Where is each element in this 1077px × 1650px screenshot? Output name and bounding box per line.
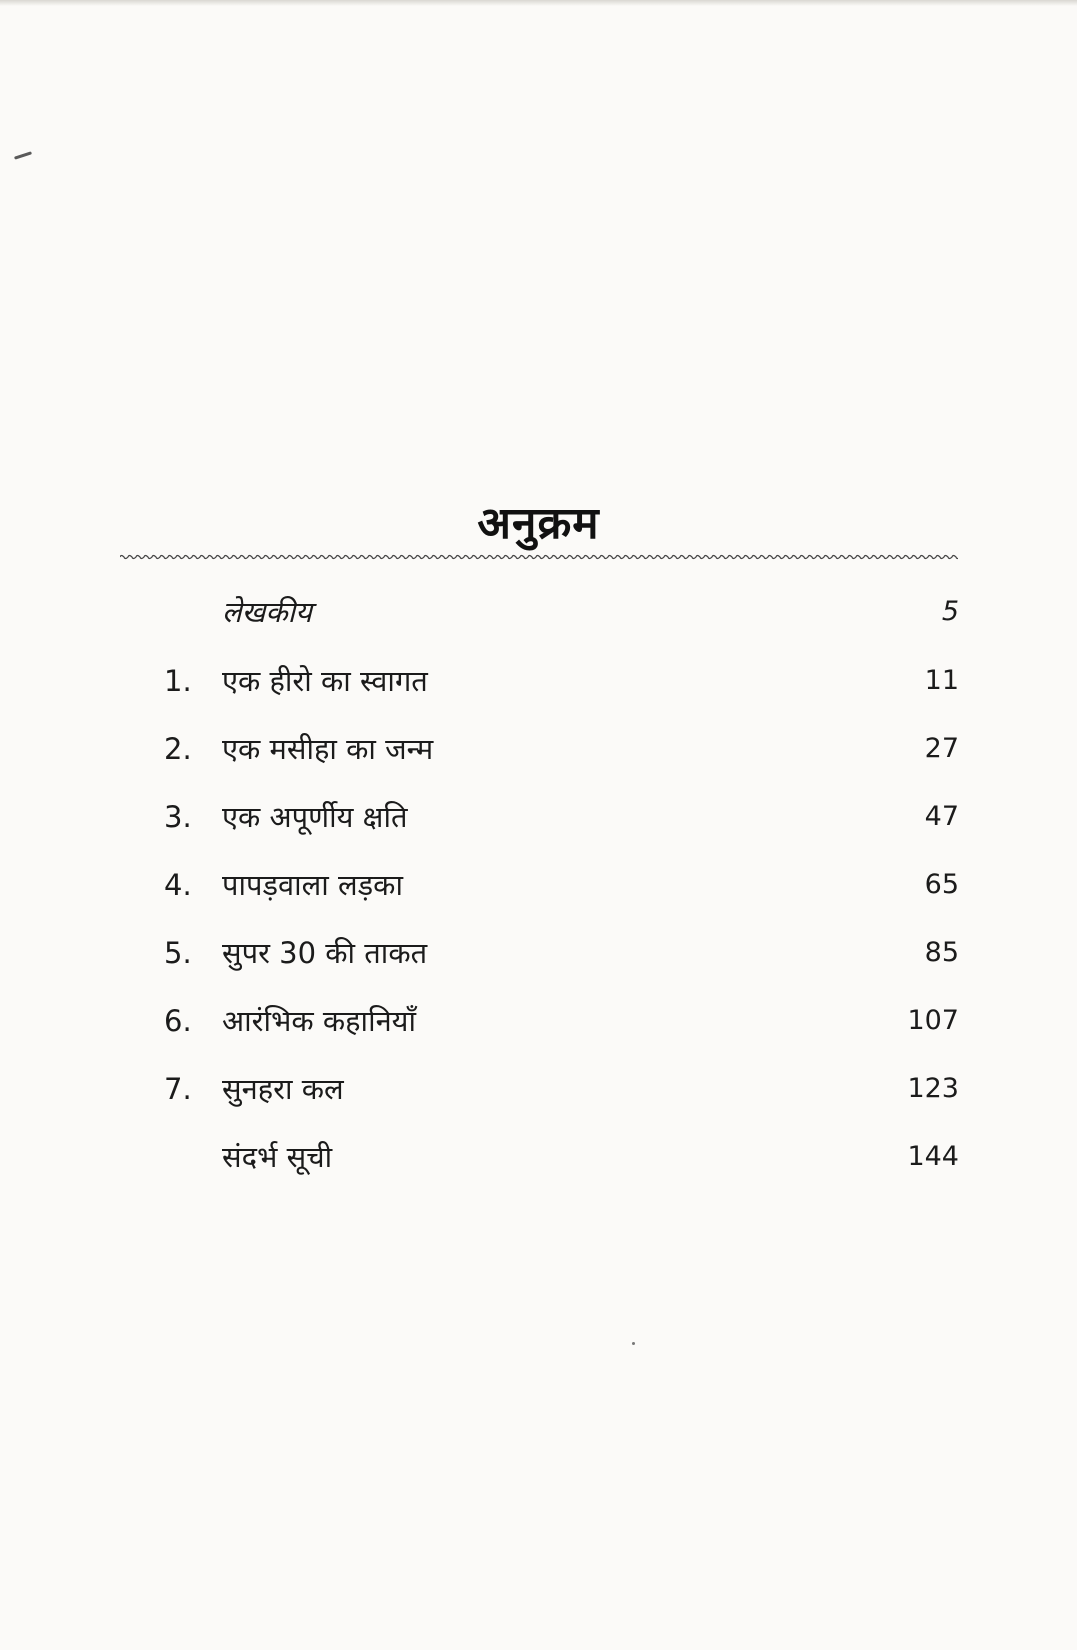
toc-entry-5[interactable]	[0, 933, 1077, 973]
entry-page: 123	[907, 1073, 959, 1104]
contents-heading: अनुक्रम	[477, 498, 600, 549]
entry-title: आरंभिक कहानियाँ	[222, 1004, 417, 1038]
entry-page: 5	[941, 596, 959, 627]
toc-entry-1[interactable]	[0, 661, 1077, 701]
entry-title: सुनहरा कल	[222, 1072, 344, 1106]
toc-entry-2[interactable]	[0, 729, 1077, 769]
toc-entry-4[interactable]	[0, 865, 1077, 905]
entry-page: 107	[907, 1005, 959, 1036]
entry-title: एक हीरो का स्वागत	[222, 664, 428, 698]
toc-entry-7[interactable]	[0, 1069, 1077, 1109]
entry-title: संदर्भ सूची	[222, 1140, 333, 1174]
entry-title: पापड़वाला लड़का	[222, 868, 403, 902]
entry-page: 65	[924, 869, 959, 900]
toc-entry-6[interactable]	[0, 1001, 1077, 1041]
entry-number: 3.	[164, 800, 192, 834]
entry-number: 7.	[164, 1072, 192, 1106]
entry-number: 5.	[164, 936, 192, 970]
entry-page: 11	[924, 665, 959, 696]
entry-title: सुपर 30 की ताकत	[222, 936, 428, 970]
entry-number: 2.	[164, 732, 192, 766]
entry-number: 6.	[164, 1004, 192, 1038]
toc-entry-bibliography[interactable]	[0, 1137, 1077, 1177]
toc-entry-3[interactable]	[0, 797, 1077, 837]
entry-number: 4.	[164, 868, 192, 902]
toc-entry-preface[interactable]	[0, 592, 1077, 632]
entry-title: लेखकीय	[222, 595, 312, 629]
entry-page: 27	[924, 733, 959, 764]
entry-number: 1.	[164, 664, 192, 698]
paper-speck	[632, 1342, 635, 1345]
entry-page: 85	[924, 937, 959, 968]
entry-page: 144	[907, 1141, 959, 1172]
entry-title: एक मसीहा का जन्म	[222, 732, 434, 766]
entry-page: 47	[924, 801, 959, 832]
entry-title: एक अपूर्णीय क्षति	[222, 800, 408, 834]
